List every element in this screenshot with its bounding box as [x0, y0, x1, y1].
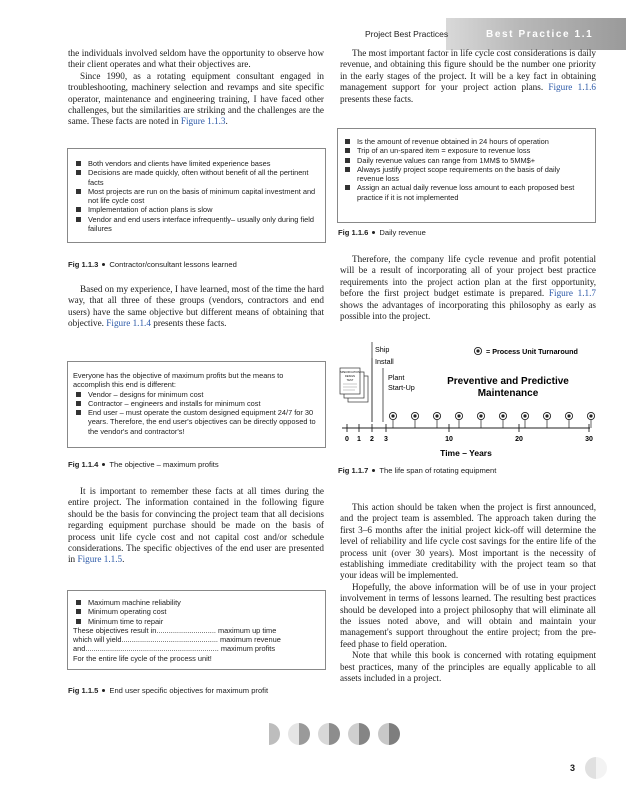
- diagram-title-2: Maintenance: [477, 388, 539, 399]
- right-text-block-3: [340, 502, 596, 685]
- paragraph: Therefore, the company life cycle revenue and profit potential will be a result of incorporating all of your project best practice requirements into the project action plan at the first opportunity, before the first project budget estimate is prepared. Figure 1.1.7 shows the advantages of incorporating this philosophy as early as possible into the project.: [340, 254, 597, 322]
- figure-1-1-7-caption: Fig 1.1.7 The life span of rotating equipment: [338, 466, 497, 475]
- running-title: Project Best Practices: [365, 29, 449, 39]
- document-stack-icon: [340, 368, 368, 402]
- page-number-circle: [585, 757, 607, 779]
- list-item: Daily revenue values can range from 1MM$ to 5MM$+: [342, 156, 587, 165]
- left-text-block-3: [68, 486, 324, 566]
- figure-link[interactable]: Figure 1.1.7: [548, 288, 597, 299]
- turnaround-marker-dot: [589, 414, 592, 417]
- list-item: Both vendors and clients have limited experience bases: [73, 159, 317, 168]
- list-item: Decisions are made quickly, often without benefit of all the pertinent facts: [73, 168, 317, 187]
- turnaround-markers: [389, 412, 594, 428]
- turnaround-marker-dot: [457, 414, 460, 417]
- diagram-title-1: Preventive and Predictive: [447, 376, 569, 387]
- list-item: Vendor – designs for minimum cost: [73, 390, 317, 399]
- legend-label: = Process Unit Turnaround: [486, 347, 578, 356]
- end-user-objectives-list: [73, 598, 317, 626]
- axis-tick-label: 20: [515, 436, 523, 443]
- figure-1-1-4-caption: Fig 1.1.4 The objective – maximum profits: [68, 460, 219, 469]
- figure-1-1-3-caption: Fig 1.1.3 Contractor/consultant lessons learned: [68, 260, 237, 269]
- figure-1-1-7-diagram: [338, 340, 598, 460]
- turnaround-marker-dot: [523, 414, 526, 417]
- turnaround-marker-dot: [391, 414, 394, 417]
- turnaround-marker-dot: [567, 414, 570, 417]
- turnaround-marker-dot: [545, 414, 548, 417]
- turnaround-marker-dot: [479, 414, 482, 417]
- paragraph: Note that while this book is concerned with rotating equipment best practices, many of the principles are equally applicable to all assets included in a project.: [340, 650, 596, 684]
- list-item: Trip of an un-spared item = exposure to revenue loss: [342, 146, 587, 155]
- paragraph: Hopefully, the above information will be of use in your project involvement in terms of lessons learned. The resulting best practices should be developed into a project philosophy that will eliminate all the issues noted above, and will obtain and maintain your management's support throughout the entire project; from the pre-feed phase to field operation.: [340, 581, 596, 649]
- axis-tick-label: 10: [445, 436, 453, 443]
- paragraph: This action should be taken when the project is first announced, and the project team is assembled. The approach taken during the first 3–6 months after the initial project kick-off will determine the level of reliability and life cycle cost savings for the entire life of the process unit (over 30 years). Most important is the necessity of establishing immediate creditability with the project team so that your ideas will be implemented.: [340, 502, 596, 581]
- figure-link[interactable]: Figure 1.1.3: [180, 116, 226, 127]
- fig115-result-lines: [73, 626, 317, 663]
- objectives-list: [73, 390, 317, 436]
- figure-link[interactable]: Figure 1.1.5: [77, 554, 123, 565]
- list-item: End user – must operate the custom designed equipment 24/7 for 30 years. Therefore, the end user's objectives can be directly opposed to the vendor's and contractor's!: [73, 408, 317, 436]
- axis-tick-label: 3: [384, 436, 388, 443]
- list-item: Always justify project scope requirements on the basis of daily revenue loss: [342, 165, 587, 184]
- list-item: Assign an actual daily revenue loss amount to each proposed best practice if it is not implemented: [342, 183, 587, 202]
- daily-revenue-list: [342, 137, 587, 202]
- axis-tick-label: 30: [585, 436, 593, 443]
- figure-1-1-6-caption: Fig 1.1.6 Daily revenue: [338, 228, 426, 237]
- label-install: Install: [375, 357, 394, 366]
- figure-1-1-3-box: [67, 148, 326, 243]
- list-item: Minimum time to repair: [73, 617, 317, 626]
- lessons-list: [73, 159, 317, 233]
- decorative-circle: [348, 723, 370, 745]
- doc-label-design: DESIGN: [345, 375, 355, 378]
- paragraph: The most important factor in life cycle cost considerations is daily revenue, and obtaining this figure should be the number one priority in the early stages of the project. It will be a key fact in obtaining management support for your project action plans. Figure 1.1.6 presents these facts.: [340, 48, 596, 104]
- left-text-block-1: [68, 48, 324, 128]
- result-line: and................................................................. maximum profits: [73, 644, 276, 654]
- label-plant: Plant: [388, 373, 405, 382]
- decorative-circle: [318, 723, 340, 745]
- right-text-block-2: [340, 254, 596, 322]
- turnaround-legend: [474, 347, 578, 356]
- turnaround-marker-dot: [501, 414, 504, 417]
- right-text-block-1: [340, 48, 596, 105]
- life-span-diagram-svg: [338, 340, 598, 460]
- left-text-block-2: [68, 284, 324, 330]
- turnaround-marker-dot: [413, 414, 416, 417]
- list-item: Implementation of action plans is slow: [73, 205, 317, 214]
- result-line: For the entire life cycle of the process unit!: [73, 653, 212, 663]
- axis-title: Time – Years: [440, 448, 492, 458]
- doc-label-spec: SPECIFICATION: [340, 371, 360, 374]
- axis-tick-label: 1: [357, 436, 361, 443]
- decorative-circle: [258, 723, 280, 745]
- figure-link[interactable]: Figure 1.1.6: [548, 82, 596, 93]
- figure-1-1-4-box: [67, 361, 326, 448]
- paragraph: It is important to remember these facts at all times during the entire project. The information contained in the following figure should be the basis for convincing the project team that all decisions regarding equipment purchase should be made on the basis of process unit life cycle cost and not capital cost and/or schedule considerations. The specific objectives of the end user are presented in Figure 1.1.5.: [68, 486, 324, 565]
- paragraph: the individuals involved seldom have the opportunity to observe how their client operates and what their objectives are.: [68, 48, 324, 70]
- list-item: Contractor – engineers and installs for minimum cost: [73, 399, 317, 408]
- list-item: Is the amount of revenue obtained in 24 hours of operation: [342, 137, 587, 146]
- figure-1-1-6-box: [337, 128, 596, 223]
- decorative-circle: [288, 723, 310, 745]
- page-number: 3: [570, 763, 576, 773]
- turnaround-marker-dot: [435, 414, 438, 417]
- doc-label-test: TEST: [346, 379, 354, 382]
- axis-tick-label: 2: [370, 436, 374, 443]
- axis-ticks: [345, 424, 593, 443]
- fig114-intro: Everyone has the objective of maximum profits but the means to accomplish this end is different:: [73, 371, 284, 390]
- paragraph: Based on my experience, I have learned, most of the time the hard way, that all three of these groups (vendors, contractors and end users) have the same objective but different means of obtaining that objective. Figure 1.1.4 presents these facts.: [68, 284, 324, 329]
- section-tab-label: Best Practice 1.1: [486, 29, 594, 40]
- decorative-circle: [378, 723, 400, 745]
- figure-link[interactable]: Figure 1.1.4: [106, 318, 151, 329]
- figure-1-1-5-box: [67, 590, 326, 670]
- list-item: Maximum machine reliability: [73, 598, 317, 607]
- paragraph: Since 1990, as a rotating equipment consultant engaged in troubleshooting, machinery selection and revamps and site specific operator, maintenance and engineering training, I have faced other challenges, but the similarities are striking and the challenges are the same. These facts are noted in Figure 1.1.3.: [68, 70, 324, 127]
- result-line: These objectives result in............................. maximum up time: [73, 625, 277, 635]
- label-startup: Start-Up: [388, 383, 415, 392]
- result-line: which will yield............................................... maximum revenue: [73, 635, 281, 645]
- label-ship: Ship: [375, 345, 390, 354]
- figure-1-1-5-caption: Fig 1.1.5 End user specific objectives for maximum profit: [68, 686, 269, 695]
- axis-tick-label: 0: [345, 436, 349, 443]
- list-item: Most projects are run on the basis of minimum capital investment and not life cycle cost: [73, 187, 317, 206]
- list-item: Vendor and end users interface infrequently– usually only during field failures: [73, 215, 317, 234]
- list-item: Minimum operating cost: [73, 607, 317, 616]
